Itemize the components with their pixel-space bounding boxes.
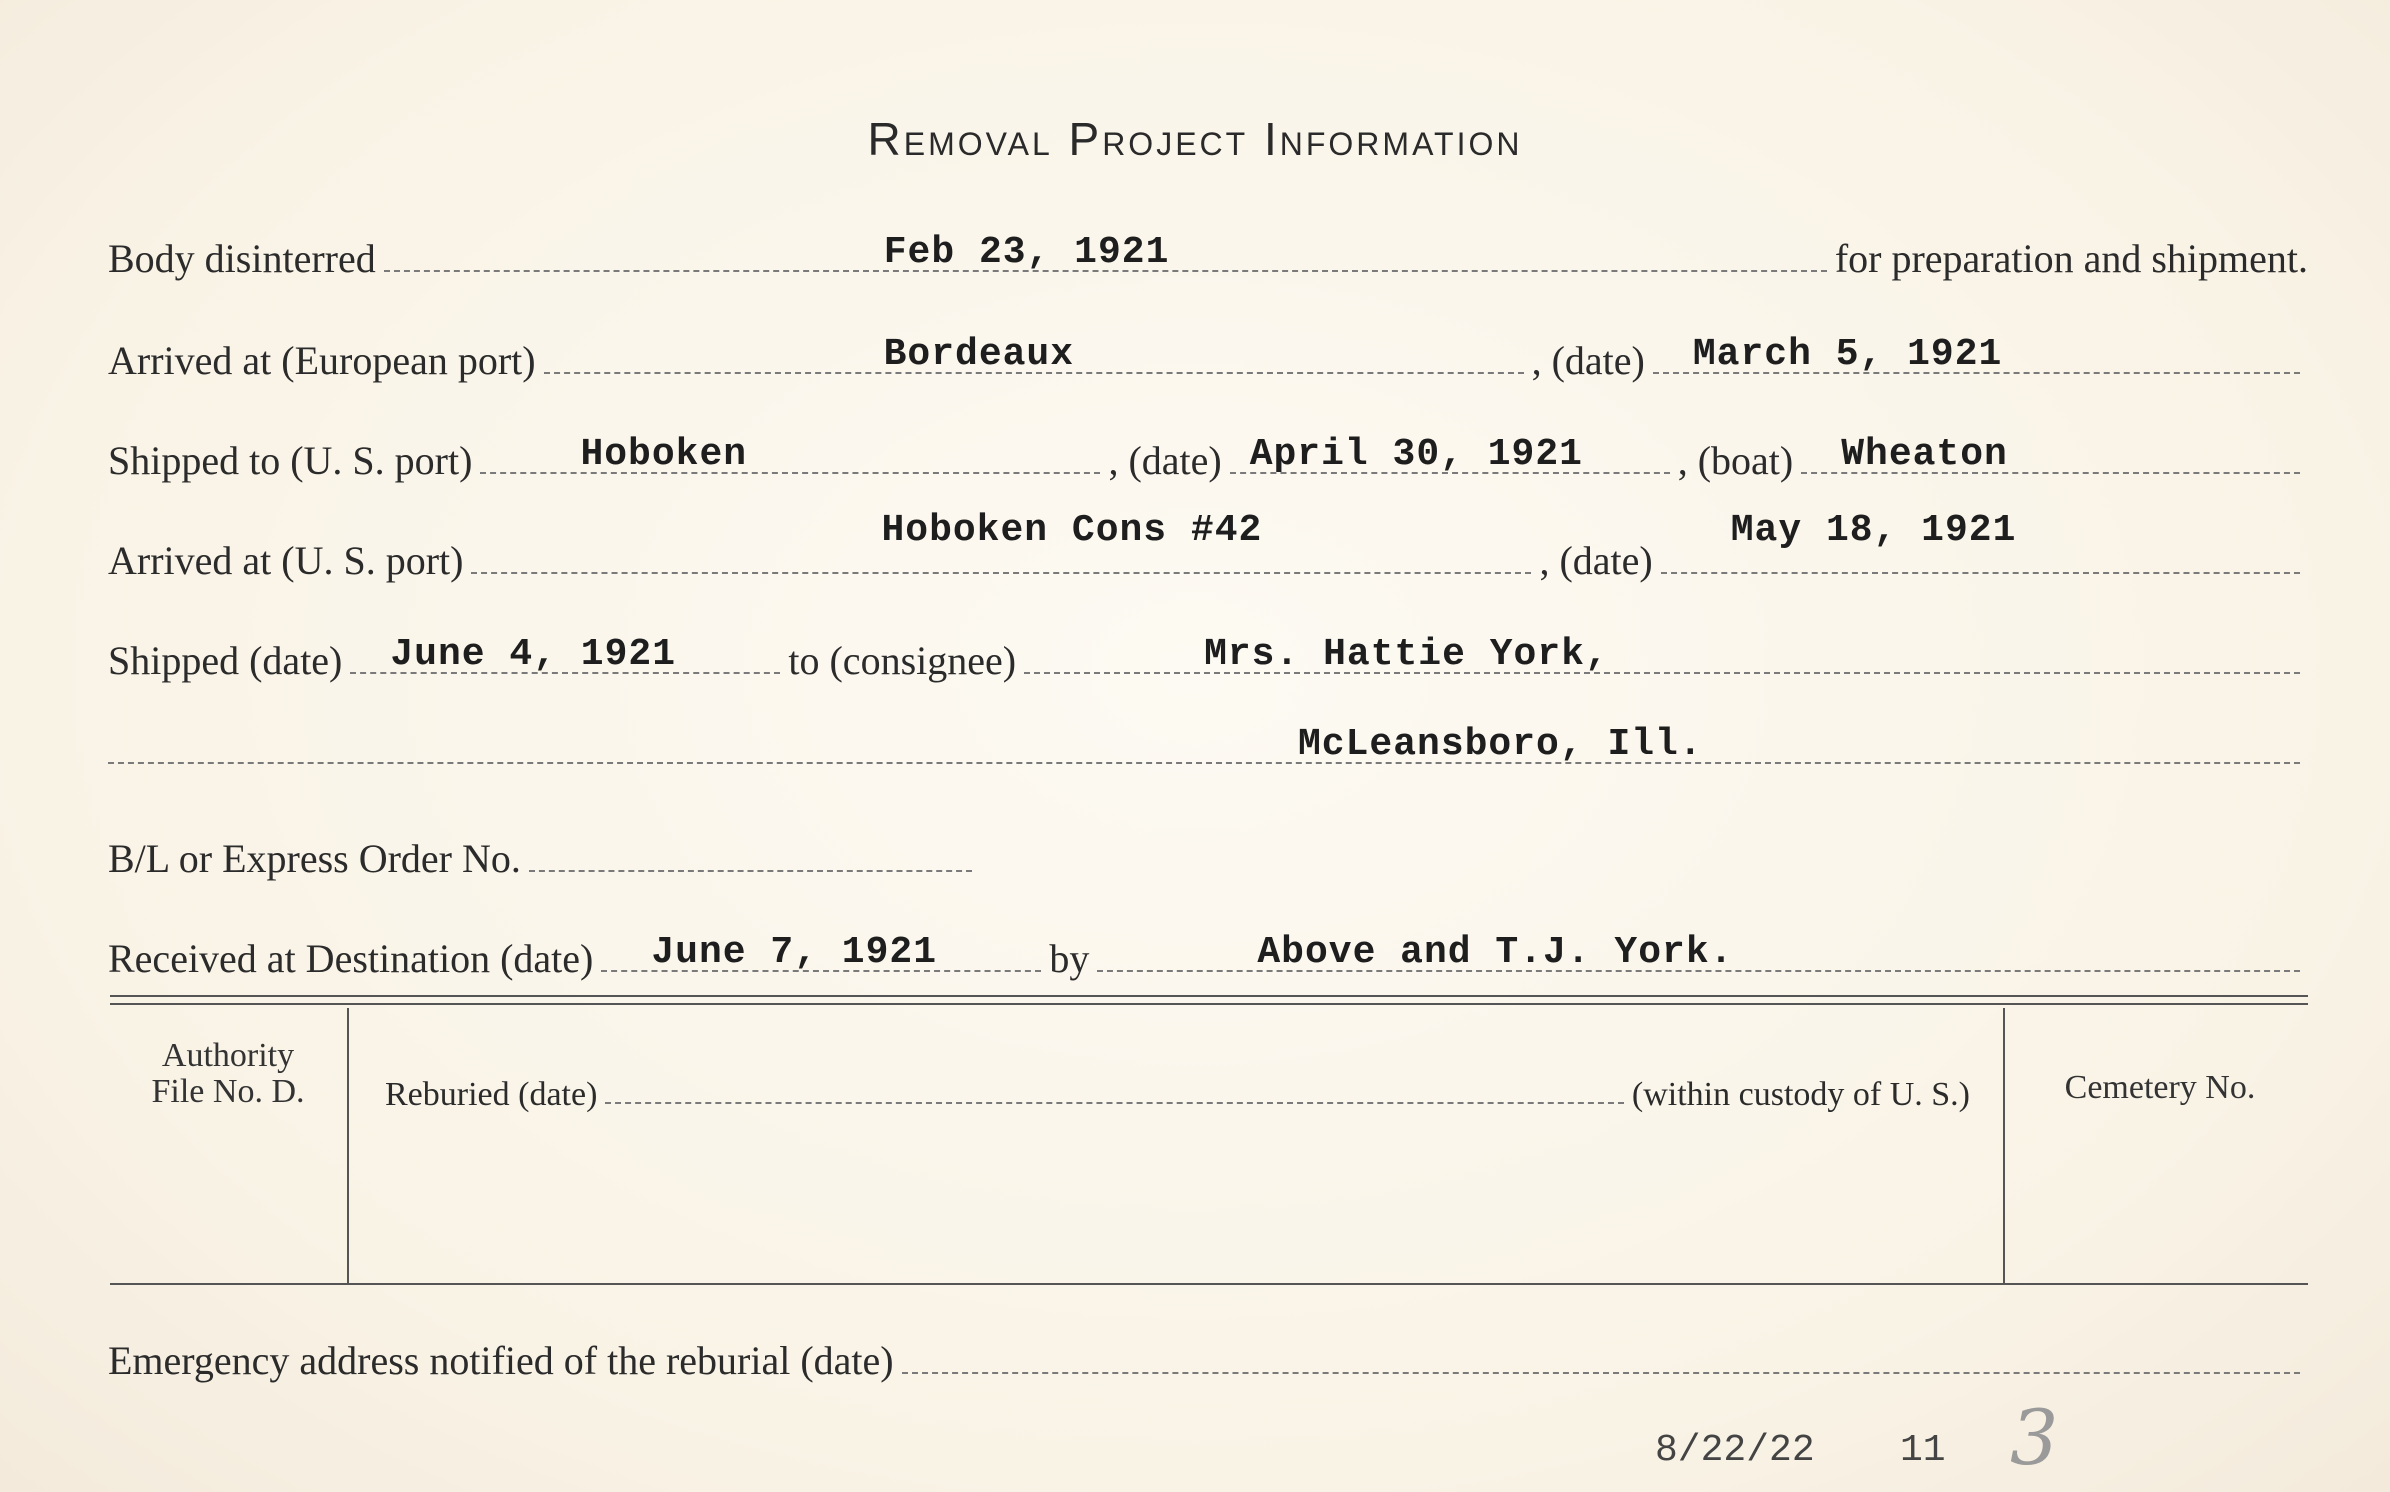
shipped-us-label: Shipped to (U. S. port) xyxy=(108,438,473,483)
body-disinterred-date: Feb 23, 1921 xyxy=(883,231,1170,274)
reburied-line xyxy=(605,1052,1624,1104)
row-bl-order xyxy=(108,828,980,882)
row-arrived-us xyxy=(108,509,2308,584)
received-by-label: by xyxy=(1049,936,1090,981)
authority-line-2: File No. D. xyxy=(151,1072,305,1110)
consignee-name: Mrs. Hattie York, xyxy=(1204,633,1609,676)
received-by: Above and T.J. York. xyxy=(1257,931,1734,974)
custody-label: (within custody of U. S.) xyxy=(1631,1076,1970,1113)
arrived-us-date-label: , (date) xyxy=(1539,538,1653,583)
row-shipped-us xyxy=(108,430,2308,484)
emergency-line xyxy=(902,1322,2300,1374)
row-consignee-address xyxy=(108,720,2308,774)
arrived-us-port-line xyxy=(471,509,1531,574)
shipped-date-line xyxy=(350,622,780,674)
received-by-line xyxy=(1097,920,2300,972)
consignee-label: to (consignee) xyxy=(788,638,1017,683)
received-date: June 7, 1921 xyxy=(651,931,938,974)
box-top-rule-2 xyxy=(110,1003,2308,1005)
box-divider-right xyxy=(2003,1008,2005,1283)
authority-line-1: Authority xyxy=(161,1037,295,1074)
cemetery-label: Cemetery No. xyxy=(2064,1069,2256,1106)
arrived-european-port-line xyxy=(544,322,1524,374)
bl-order-line xyxy=(529,820,972,872)
box-divider-left xyxy=(347,1008,349,1283)
arrived-us-label: Arrived at (U. S. port) xyxy=(108,538,464,583)
arrived-european-port: Bordeaux xyxy=(883,333,1075,376)
shipped-us-date-label: , (date) xyxy=(1108,438,1222,483)
row-body-disinterred xyxy=(108,228,2308,282)
row-shipped xyxy=(108,630,2308,684)
row-reburied xyxy=(385,1060,1970,1114)
shipped-us-port-line xyxy=(480,422,1100,474)
arrived-us-port: Hoboken Cons #42 xyxy=(881,509,1263,552)
filing-code-stamp: 11 xyxy=(1900,1429,1946,1472)
arrived-european-date: March 5, 1921 xyxy=(1692,333,2003,376)
arrived-european-label: Arrived at (European port) xyxy=(108,338,536,383)
body-disinterred-label: Body disinterred xyxy=(108,236,376,281)
shipped-date-label: Shipped (date) xyxy=(108,638,343,683)
row-received xyxy=(108,928,2308,982)
shipped-us-boat-label: , (boat) xyxy=(1677,438,1794,483)
filing-date-stamp: 8/22/22 xyxy=(1655,1429,1815,1472)
authority-label xyxy=(118,1038,338,1109)
box-bottom-rule xyxy=(110,1283,2308,1285)
row-arrived-european xyxy=(108,330,2308,384)
body-disinterred-line xyxy=(384,220,1827,272)
emergency-label: Emergency address notified of the reburial (date) xyxy=(108,1338,894,1383)
bl-order-label: B/L or Express Order No. xyxy=(108,836,521,881)
arrived-us-date: May 18, 1921 xyxy=(1730,509,2017,552)
body-disinterred-suffix: for preparation and shipment. xyxy=(1834,236,2308,281)
shipped-date: June 4, 1921 xyxy=(390,633,677,676)
consignee-address: McLeansboro, Ill. xyxy=(1298,723,1703,766)
received-date-line xyxy=(601,920,1041,972)
shipped-us-port: Hoboken xyxy=(580,433,748,476)
consignee-line-2 xyxy=(108,712,2300,764)
pencil-mark: 3 xyxy=(2010,1393,2059,1482)
row-emergency xyxy=(108,1330,2308,1384)
shipped-us-boat: Wheaton xyxy=(1841,433,2008,476)
arrived-us-date-line xyxy=(1661,509,2300,574)
consignee-line-1 xyxy=(1024,622,2300,674)
shipped-us-date-line xyxy=(1230,422,1670,474)
reburied-label: Reburied (date) xyxy=(385,1076,598,1113)
arrived-european-date-line xyxy=(1653,322,2300,374)
shipped-us-date: April 30, 1921 xyxy=(1249,433,1583,476)
received-label: Received at Destination (date) xyxy=(108,936,594,981)
shipped-us-boat-line xyxy=(1801,422,2300,474)
arrived-european-date-label: , (date) xyxy=(1531,338,1645,383)
card-title: Removal Project Information xyxy=(867,113,1523,165)
box-top-rule-1 xyxy=(110,995,2308,997)
